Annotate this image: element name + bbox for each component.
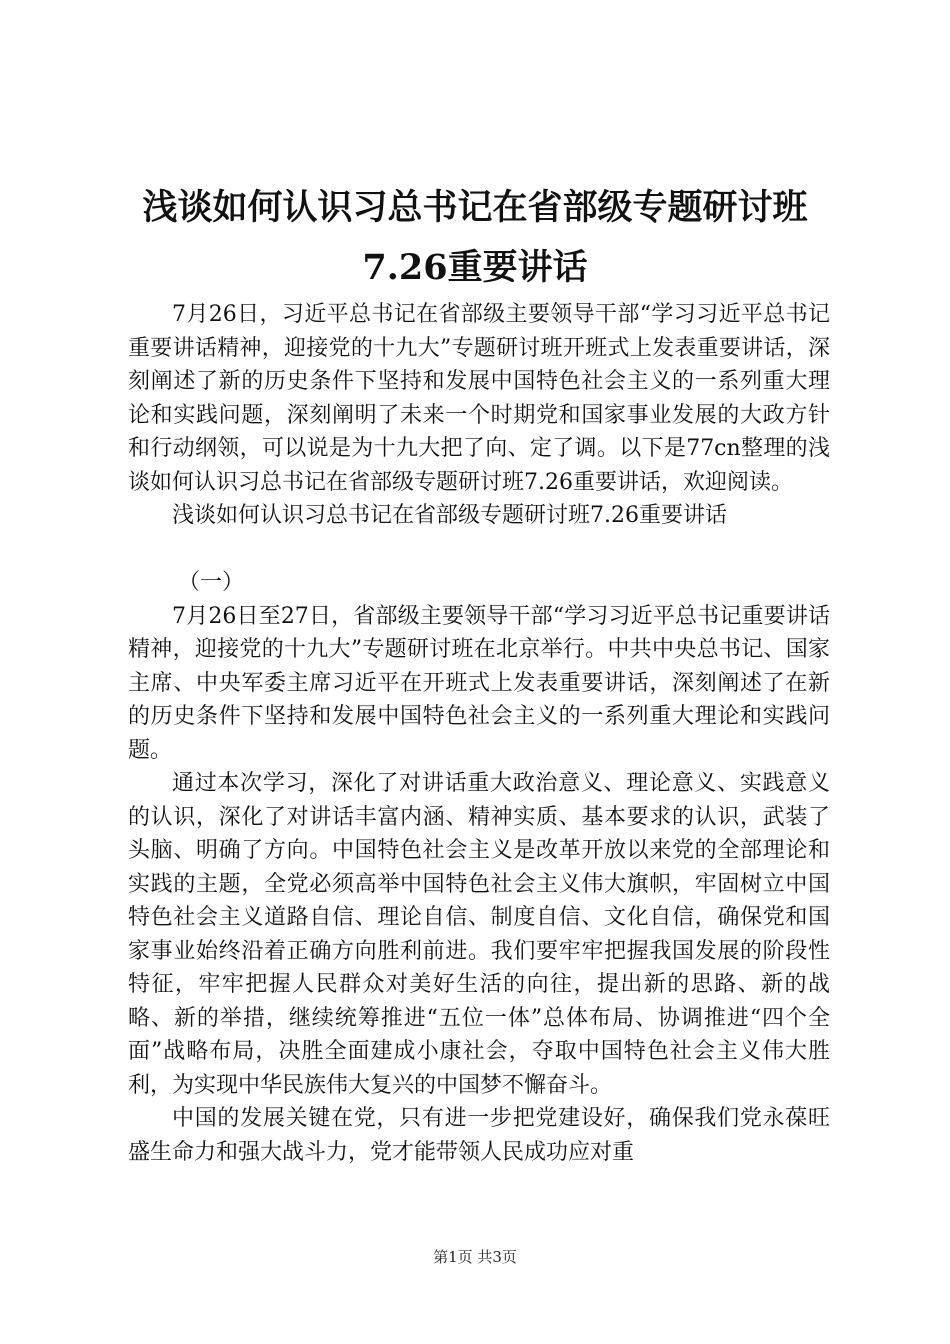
- blank-line: [128, 533, 830, 567]
- document-title-line-2: 7.26重要讲话: [362, 247, 588, 288]
- section-paragraph-3: 中国的发展关键在党，只有进一步把党建设好，确保我们党永葆旺盛生命力和强大战斗力，党才能带领人民成功应对重: [128, 1106, 830, 1165]
- page-footer: 第1页 共3页: [433, 1248, 517, 1266]
- section-paragraph-2: 通过本次学习，深化了对讲话重大政治意义、理论意义、实践意义的认识，深化了对讲话丰富内涵、精神实质、基本要求的认识，武装了头脑、明确了方向。中国特色社会主义是改革开放以来党的全部理论和实践的主题，全党必须高举中国特色社会主义伟大旗帜，牢固树立中国特色社会主义道路自信、理论自信、制度自信、文化自信，确保党和国家事业始终沿着正确方向胜利前进。我们要牢牢把握我国发展的阶段性特征，牢牢把握人民群众对美好生活的向往，提出新的思路、新的战略、新的举措，继续统筹推进“五位一体”总体布局、协调推进“四个全面”战略布局，决胜全面建成小康社会，夺取中国特色社会主义伟大胜利，为实现中华民族伟大复兴的中国梦不懈奋斗。: [128, 771, 830, 1098]
- document-body: [128, 298, 830, 1169]
- intro-paragraph: 7月26日，习近平总书记在省部级主要领导干部“学习习近平总书记重要讲话精神，迎接党的十九大”专题研讨班开班式上发表重要讲话，深刻阐述了新的历史条件下坚持和发展中国特色社会主义的一系列重大理论和实践问题，深刻阐明了未来一个时期党和国家事业发展的大政方针和行动纲领，可以说是为十九大把了向、定了调。以下是77cn整理的浅谈如何认识习总书记在省部级专题研讨班7.26重要讲话，欢迎阅读。: [128, 302, 830, 495]
- section-label: （一）: [178, 570, 245, 595]
- section-paragraph-1: 7月26日至27日，省部级主要领导干部“学习习近平总书记重要讲话精神，迎接党的十九大”专题研讨班在北京举行。中共中央总书记、国家主席、中央军委主席习近平在开班式上发表重要讲话，深刻阐述了在新的历史条件下坚持和发展中国特色社会主义的一系列重大理论和实践问题。: [128, 603, 831, 763]
- document-title-line-1: 浅谈如何认识习总书记在省部级专题研讨班: [142, 187, 808, 228]
- article-subtitle: 浅谈如何认识习总书记在省部级专题研讨班7.26重要讲话: [172, 503, 727, 528]
